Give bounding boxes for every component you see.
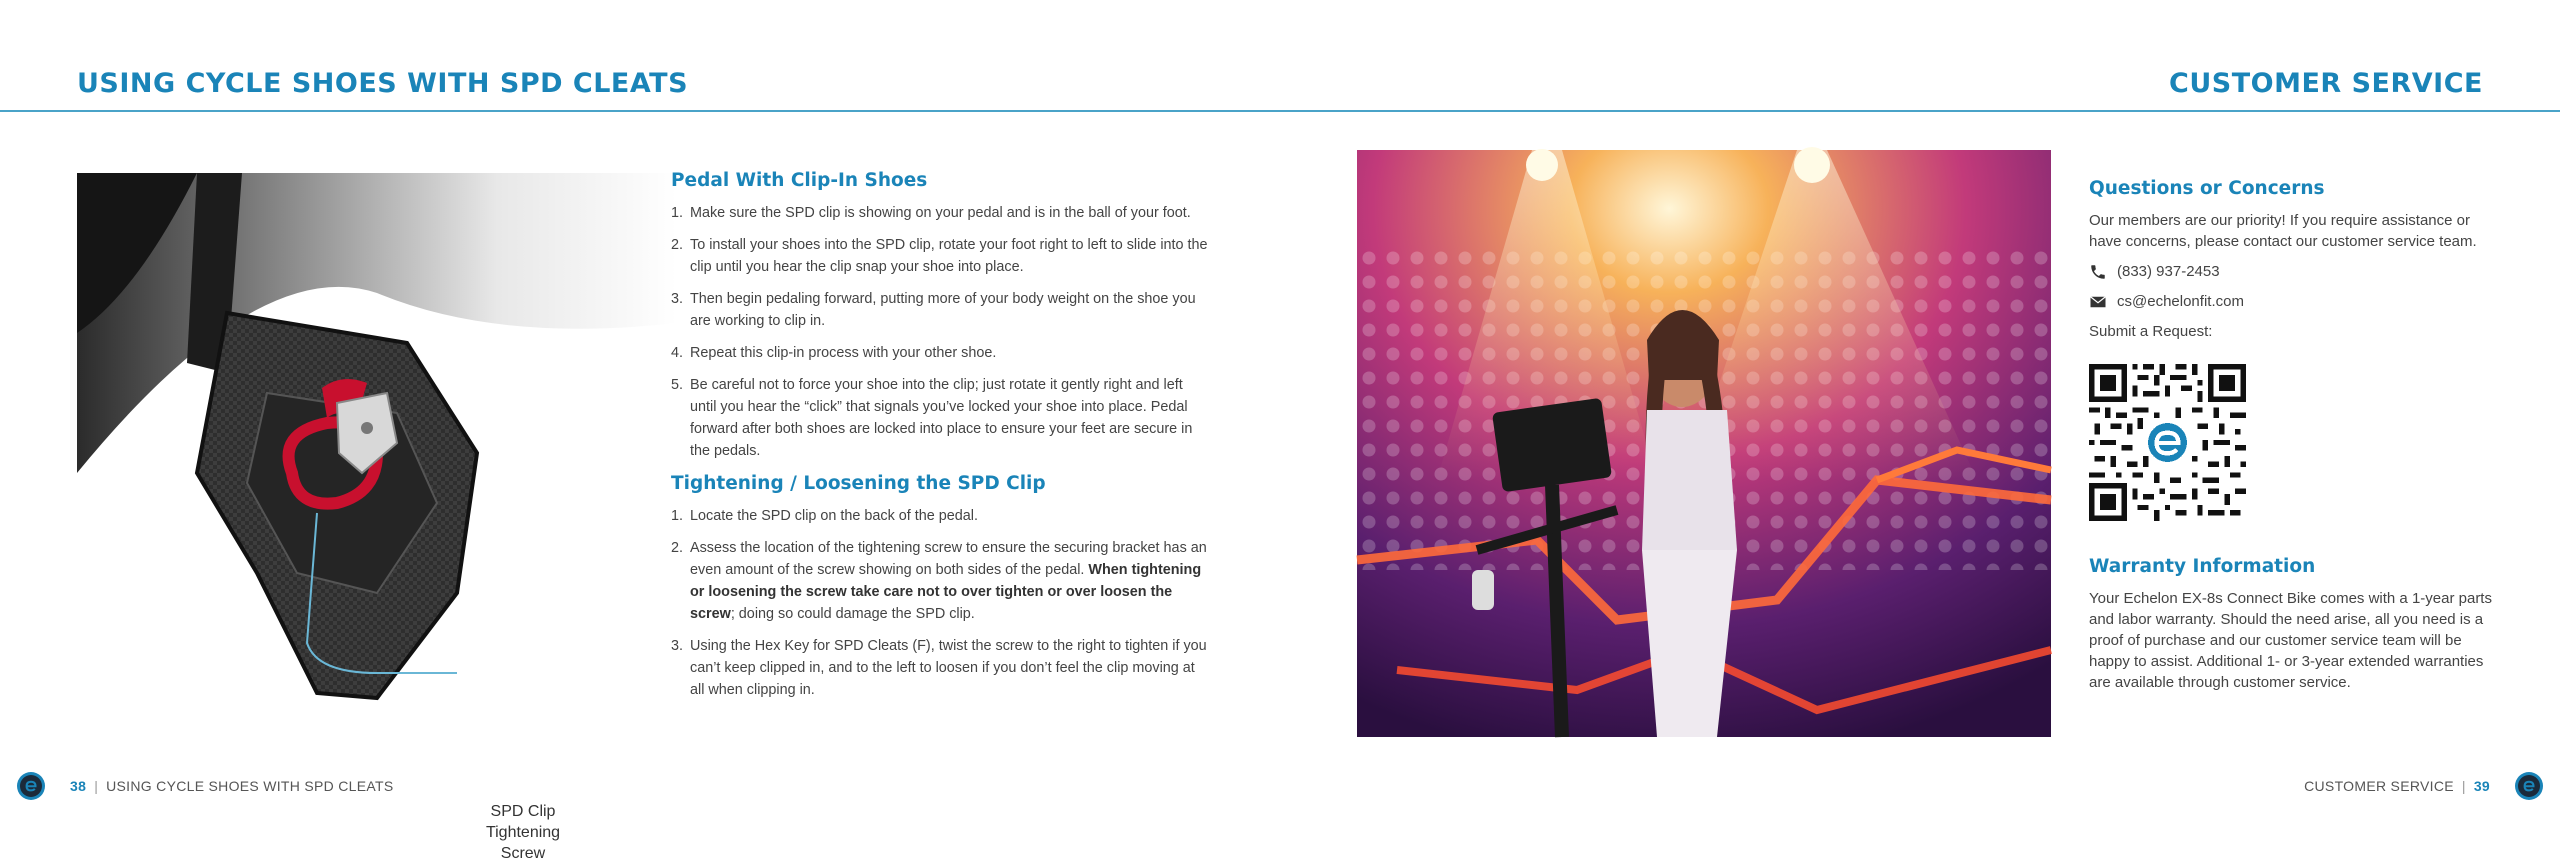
list-item: 2. To install your shoes into the SPD clip, rotate your foot right to left to slide into the clip until you hear the clip snap your shoe into place. bbox=[671, 237, 1208, 275]
submit-request-label: Submit a Request: bbox=[2089, 323, 2213, 340]
footer-section-left: USING CYCLE SHOES WITH SPD CLEATS bbox=[106, 778, 394, 794]
callout-line-2: Tightening bbox=[485, 824, 561, 841]
list-item: 1. Locate the SPD clip on the back of the pedal. bbox=[671, 508, 979, 524]
footer-separator-left: | bbox=[94, 778, 99, 794]
submit-request-row bbox=[2089, 321, 2499, 342]
rider-photo bbox=[1357, 150, 2051, 737]
list-item: 2. Assess the location of the tightening screw to ensure the securing bracket has an even amount of the screw showing on both sides of the pedal. When tightening or loosening the screw take care not to over tighten or over loosen the screw; doing so could damage the SPD clip. bbox=[671, 540, 1207, 622]
page-title-left: USING CYCLE SHOES WITH SPD CLEATS bbox=[77, 68, 689, 99]
echelon-logo-icon bbox=[2514, 771, 2544, 801]
callout-line-3: Screw bbox=[500, 845, 546, 862]
header-divider bbox=[0, 110, 2560, 112]
instructions-column bbox=[671, 170, 1211, 712]
phone-icon bbox=[2089, 263, 2107, 281]
qr-code[interactable] bbox=[2089, 364, 2246, 521]
tighten-steps-list bbox=[671, 505, 1211, 701]
footer-separator-right: | bbox=[2461, 778, 2466, 794]
footer-right bbox=[2304, 771, 2544, 801]
questions-title: Questions or Concerns bbox=[2089, 178, 2325, 199]
list-item: 5. Be careful not to force your shoe into the clip; just rotate it gently right and left until you hear the “click” that signals you’ve locked your shoe into place. Pedal forward after both shoes are locked into place to ensure your feet are secure in the pedals. bbox=[671, 377, 1193, 459]
pedal-section-title: Pedal With Clip-In Shoes bbox=[671, 170, 928, 191]
page-number-left: 38 bbox=[70, 778, 87, 794]
list-item: 3. Then begin pedaling forward, putting more of your body weight on the shoe you are working to clip in. bbox=[671, 291, 1196, 329]
warranty-title: Warranty Information bbox=[2089, 556, 2316, 577]
questions-text: Our members are our priority! If you require assistance or have concerns, please contact our customer service team. bbox=[2089, 212, 2477, 250]
envelope-icon bbox=[2089, 293, 2107, 311]
customer-service-column bbox=[2089, 178, 2499, 693]
tightening-screw-callout bbox=[467, 801, 579, 864]
footer-left bbox=[16, 771, 393, 801]
warning-text: When tightening or loosening the screw take care not to over tighten or over loosen the screw bbox=[690, 562, 1202, 622]
echelon-logo-icon bbox=[16, 771, 46, 801]
warranty-text: Your Echelon EX-8s Connect Bike comes with a 1-year parts and labor warranty. Should the need arise, all you need is a proof of purchase and our customer service team will be happy to assist. Additional 1- or 3-year extended warranties are available through customer service. bbox=[2089, 590, 2492, 691]
page-number-right: 39 bbox=[2473, 778, 2490, 794]
callout-line-1: SPD Clip bbox=[490, 803, 556, 820]
spd-pedal-illustration bbox=[77, 173, 677, 703]
email-address[interactable]: cs@echelonfit.com bbox=[2117, 293, 2244, 310]
list-item: 1. Make sure the SPD clip is showing on your pedal and is in the ball of your foot. bbox=[671, 205, 1191, 221]
rider-illustration bbox=[1357, 150, 2051, 737]
page-title-right: CUSTOMER SERVICE bbox=[2169, 68, 2483, 99]
list-item: 3. Using the Hex Key for SPD Cleats (F), twist the screw to the right to tighten if you can’t keep clipped in, and to the left to loosen if you don’t feel the clip moving at all when clipping in. bbox=[671, 638, 1207, 698]
pedal-steps-list bbox=[671, 202, 1211, 462]
email-row[interactable] bbox=[2089, 291, 2499, 312]
phone-row[interactable] bbox=[2089, 261, 2499, 282]
phone-number[interactable]: (833) 937-2453 bbox=[2117, 263, 2220, 280]
list-item: 4. Repeat this clip-in process with your other shoe. bbox=[671, 345, 997, 361]
tighten-section-title: Tightening / Loosening the SPD Clip bbox=[671, 473, 1046, 494]
footer-section-right: CUSTOMER SERVICE bbox=[2304, 778, 2454, 794]
